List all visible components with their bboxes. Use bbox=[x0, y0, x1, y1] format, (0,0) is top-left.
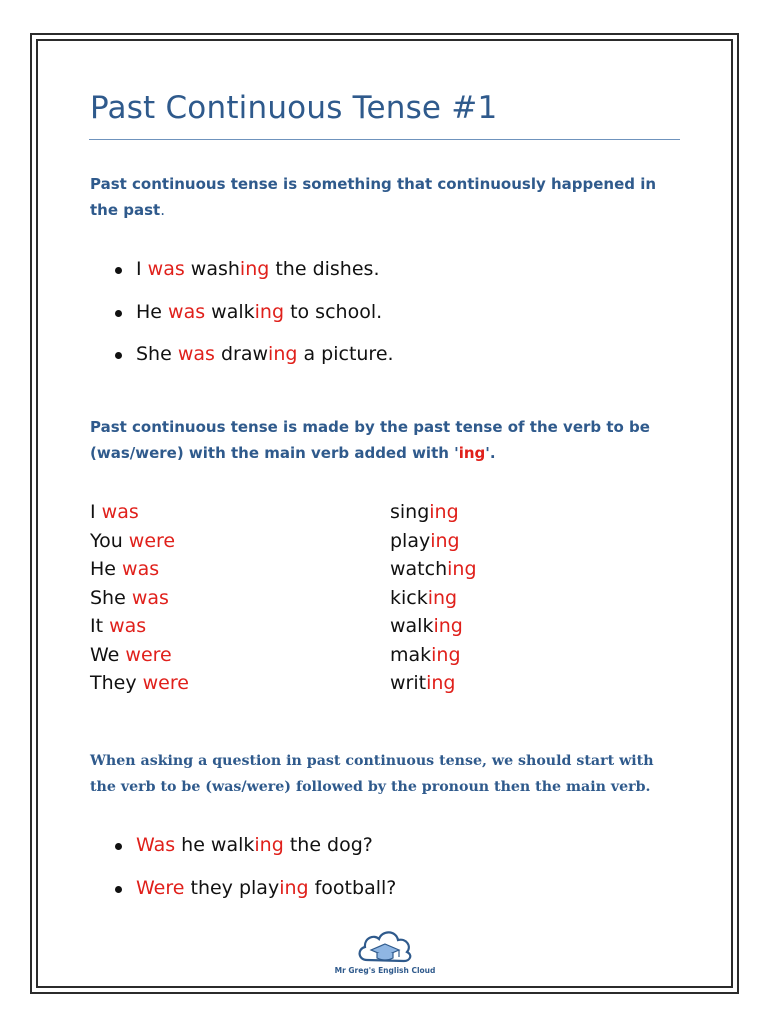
verb-stem: play bbox=[390, 529, 431, 552]
example-suffix: ing bbox=[239, 258, 270, 280]
example-pronoun: I bbox=[136, 258, 148, 280]
rule-text: Past continuous tense is made by the past tense of the verb to be (was/were) with the main verb added with ' bbox=[90, 418, 650, 462]
example-aux: was bbox=[147, 258, 185, 280]
example-pronoun: He bbox=[136, 300, 169, 323]
bullet-icon bbox=[115, 886, 122, 893]
aux-verb: were bbox=[142, 672, 189, 694]
aux-verb: was bbox=[109, 615, 147, 637]
question-aux: Were bbox=[136, 876, 185, 899]
pronoun: They bbox=[90, 672, 143, 694]
intro-text: Past continuous tense is something that continuously happened in the past bbox=[90, 175, 657, 219]
table-row bbox=[90, 672, 670, 701]
question-suffix: ing bbox=[279, 876, 309, 899]
pronoun: She bbox=[90, 586, 132, 609]
example-verb-stem: wash bbox=[184, 258, 240, 280]
verb-suffix: ing bbox=[447, 558, 477, 580]
aux-verb: were bbox=[128, 529, 176, 552]
bullet-icon bbox=[115, 843, 122, 850]
table-row bbox=[90, 644, 670, 673]
list-item bbox=[110, 301, 394, 344]
logo-text: Mr Greg's English Cloud bbox=[334, 966, 436, 975]
question-suffix: ing bbox=[254, 834, 284, 856]
verb-stem: writ bbox=[390, 672, 427, 694]
verb-suffix: ing bbox=[427, 586, 458, 609]
example-suffix: ing bbox=[254, 300, 285, 323]
aux-verb: was bbox=[131, 586, 169, 609]
verb-form bbox=[390, 530, 460, 552]
question-middle: they play bbox=[184, 876, 280, 899]
title-underline bbox=[89, 139, 680, 140]
table-row bbox=[90, 501, 670, 530]
list-item bbox=[110, 877, 396, 920]
list-item bbox=[110, 343, 394, 386]
bullet-icon bbox=[115, 267, 122, 274]
intro-paragraph bbox=[90, 171, 680, 223]
example-rest: the dishes. bbox=[269, 258, 380, 280]
verb-form bbox=[390, 644, 461, 666]
table-row bbox=[90, 558, 670, 587]
rule-paragraph bbox=[90, 414, 680, 466]
verb-form bbox=[390, 501, 459, 523]
verb-form bbox=[390, 672, 455, 694]
verb-stem: kick bbox=[390, 586, 428, 609]
question-aux: Was bbox=[136, 834, 176, 856]
verb-suffix: ing bbox=[429, 501, 459, 523]
question-list bbox=[110, 834, 396, 919]
cloud-graduation-cap-icon bbox=[355, 924, 415, 970]
verb-suffix: ing bbox=[431, 643, 461, 666]
verb-suffix: ing bbox=[433, 615, 463, 637]
table-row bbox=[90, 530, 670, 559]
verb-stem: walk bbox=[390, 615, 434, 637]
aux-verb: were bbox=[125, 643, 172, 666]
intro-period: . bbox=[160, 201, 165, 219]
example-aux: was bbox=[168, 300, 206, 323]
verb-form bbox=[390, 615, 463, 637]
table-row bbox=[90, 587, 670, 616]
rule-suffix: ing bbox=[458, 444, 486, 462]
pronoun: I bbox=[90, 501, 102, 523]
bullet-icon bbox=[115, 310, 122, 317]
pronoun: You bbox=[90, 529, 129, 552]
rule-end: '. bbox=[485, 444, 496, 462]
bullet-icon bbox=[115, 352, 122, 359]
example-rest: to school. bbox=[284, 300, 383, 323]
verb-suffix: ing bbox=[426, 672, 456, 694]
pronoun: We bbox=[90, 643, 126, 666]
verb-stem: watch bbox=[390, 558, 448, 580]
list-item bbox=[110, 834, 396, 877]
question-rest: the dog? bbox=[283, 834, 373, 856]
example-aux: was bbox=[177, 343, 215, 365]
question-rule-paragraph: When asking a question in past continuous tense, we should start with the verb to be (was/were) followed by the pronoun then the main verb. bbox=[90, 753, 654, 795]
verb-form bbox=[390, 558, 477, 580]
aux-verb: was bbox=[122, 558, 160, 580]
page-title: Past Continuous Tense #1 bbox=[90, 90, 498, 126]
example-verb-stem: draw bbox=[214, 343, 269, 365]
example-suffix: ing bbox=[268, 343, 298, 365]
pronoun: He bbox=[90, 558, 123, 580]
table-row bbox=[90, 615, 670, 644]
example-rest: a picture. bbox=[297, 343, 394, 365]
verb-suffix: ing bbox=[430, 529, 460, 552]
list-item bbox=[110, 258, 394, 301]
question-middle: he walk bbox=[175, 834, 255, 856]
example-list bbox=[110, 258, 394, 386]
example-pronoun: She bbox=[136, 343, 178, 365]
question-rest: football? bbox=[308, 876, 397, 899]
pronoun: It bbox=[90, 615, 110, 637]
verb-form bbox=[390, 587, 457, 609]
verb-stem: sing bbox=[390, 501, 430, 523]
verb-stem: mak bbox=[390, 643, 432, 666]
aux-verb: was bbox=[101, 501, 139, 523]
conjugation-table bbox=[90, 501, 670, 701]
example-verb-stem: walk bbox=[205, 300, 255, 323]
